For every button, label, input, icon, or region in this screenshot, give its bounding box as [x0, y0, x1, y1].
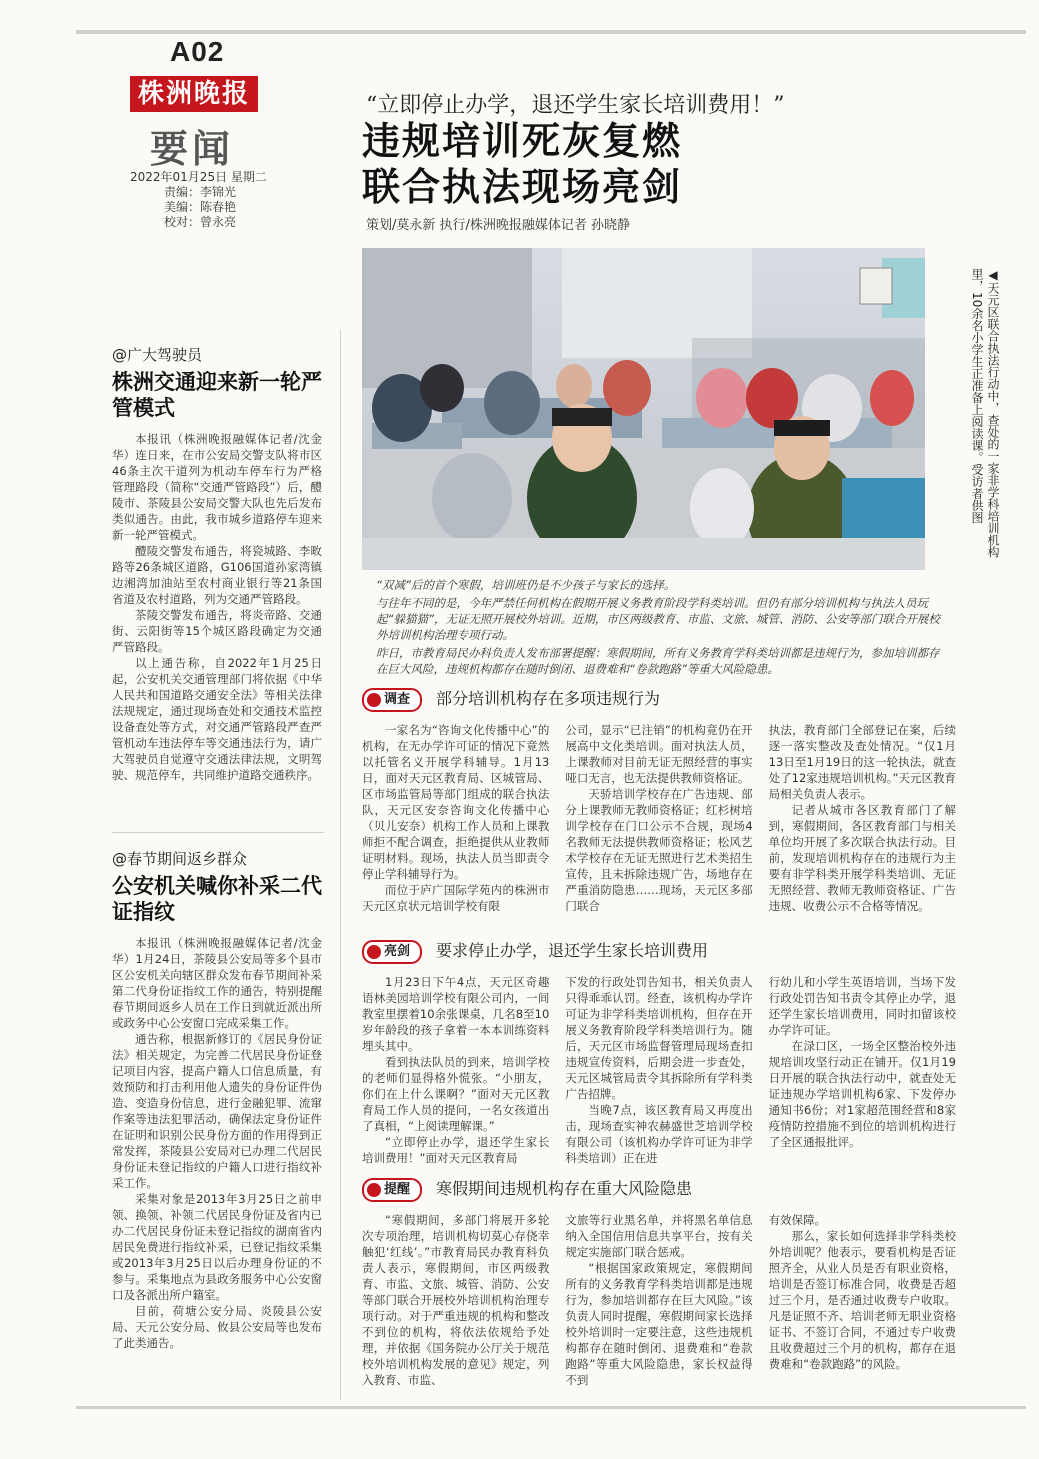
paragraph: 天骄培训学校存在广告违规、部分上课教师无教师资格证；红杉树培训学校存在门口公示不合规，现场4名教师无法提供教师资格证；松风艺术学校存在无证无照进行艺术类招生宣传，且未拆除违规广告，场地存在严重消防隐患……现场，天元区多部门联合	[565, 787, 753, 913]
column	[565, 722, 752, 914]
section-header	[362, 940, 956, 964]
section-heading: 寒假期间违规机构存在重大风险隐患	[436, 1179, 693, 1198]
issue-meta	[130, 170, 267, 230]
section-heading: 部分培训机构存在多项违规行为	[436, 689, 661, 708]
column	[565, 974, 752, 1166]
column	[565, 1212, 752, 1388]
section-badge	[362, 688, 422, 712]
sidebar-story-divider	[112, 832, 324, 833]
paragraph: 下发的行政处罚告知书，相关负责人只得乖乖认罚。经查，该机构办学许可证为非学科类培训机构，但存在开展义务教育阶段学科类培训行为。随后，天元区市场监督管理局现场查扣违规宣传资料，后期会进一步查处，天元区城管局责令其拆除所有学科类广告招牌。	[565, 975, 753, 1101]
intro-paragraph: 昨日，市教育局民办科负责人发布部署提醒：寒假期间，所有义务教育学科类培训都是违规行为，参加培训都存在巨大风险，违规机构都存在随时倒闭、退费难和“卷款跑路”等重大风险隐患。	[376, 646, 940, 676]
page-number: A02	[170, 36, 225, 67]
sidebar-story-1	[112, 344, 322, 783]
paragraph: “根据国家政策规定，寒假期间所有的义务教育学科类培训都是违规行为，参加培训都存在巨大风险。”该负责人同时提醒，寒假期间家长选择校外培训时一定要注意，这些违规机构都存在随时倒闭、退费难和“卷款跑路”等重大风险隐患，家长权益得不到	[565, 1261, 753, 1387]
column	[769, 1212, 956, 1388]
sidebar-divider	[340, 330, 341, 1400]
main-headline	[362, 118, 682, 210]
section-columns	[362, 974, 956, 1166]
section-action	[362, 940, 956, 1166]
paragraph: 那么，家长如何选择非学科类校外培训呢？他表示，要看机构是否证照齐全，从业人员是否有职业资格，培训是否签订标准合同，收费是否超过三个月，是否通过收费专户收取。凡是证照不齐、培训老师无职业资格证书、不签订合同，不通过专户收费且收费超过三个月的机构，都存在退费难和“卷款跑路”的风险。	[768, 1229, 956, 1371]
sidebar-headline: 株洲交通迎来新一轮严管模式	[112, 369, 322, 420]
section-heading: 要求停止办学，退还学生家长培训费用	[436, 941, 709, 960]
section-title: 要闻	[150, 126, 235, 171]
section-columns	[362, 722, 956, 914]
sidebar-paragraph: 以上通告称，自2022年1月25日起，公安机关交通管理部门将依据《中华人民共和国道路交通安全法》等相关法律法规规定，通过现场查处和交通技术监控设备查处等方式，对交通严管路段严查严管机动车违法停车等交通违法行为，请广大驾驶员自觉遵守交通法律法规，文明驾驶、规范停车，共同维护道路交通秩序。	[112, 656, 322, 782]
paragraph: “立即停止办学，退还学生家长培训费用！”面对天元区教育局	[362, 1135, 550, 1165]
section-reminder	[362, 1178, 956, 1388]
paragraph: 行幼儿和小学生英语培训，当场下发行政处罚告知书责令其停止办学，退还学生家长培训费用，同时扣留该校办学许可证。	[768, 975, 956, 1037]
paragraph: 一家名为“咨询文化传播中心”的机构，在无办学许可证的情况下竟然以托管名义开展学科辅导。1月13日，面对天元区教育局、区城管局、区市场监管局等部门组成的联合执法队，天元区安奈咨询文化传播中心（贝儿安奈）机构工作人员和上课教师拒不配合调查，拒绝提供从业教师证明材料。现场，执法人员当即责令停止学科辅导行为。	[362, 723, 550, 881]
sidebar-headline: 公安机关喊你补采二代证指纹	[112, 873, 322, 924]
badge-dot-icon	[367, 693, 381, 707]
badge-label: 提醒	[384, 1182, 411, 1197]
paragraph: 文旅等行业黑名单，并将黑名单信息纳入全国信用信息共享平台，按有关规定实施部门联合惩戒。	[565, 1213, 753, 1259]
headline-kicker: “立即停止办学，退还学生家长培训费用！”	[366, 93, 785, 118]
sidebar-story-2	[112, 848, 322, 1351]
sidebar-paragraph: 醴陵交警发布通告，将瓷城路、李畋路等26条城区道路，G106国道孙家湾镇边湘湾加油站至农村商业银行等21条国省道及农村道路，列为交通严管路段。	[112, 544, 322, 606]
paragraph: 看到执法队员的到来，培训学校的老师们显得格外慌张。“小朋友，你们在上什么课啊？”面对天元区教育局工作人员的提问，一名女孩道出了真相，“上阅读理解课。”	[362, 1055, 550, 1133]
column	[769, 722, 956, 914]
paragraph: 1月23日下午4点，天元区奇趣语林美园培训学校有限公司内，一间教室里摆着10余张课桌，几名8至10岁年龄段的孩子拿着一本本训练资料埋头其中。	[362, 975, 550, 1053]
sidebar-paragraph: 茶陵交警发布通告，将炎帝路、交通街、云阳街等15个城区路段确定为交通严管路段。	[112, 608, 322, 654]
badge-dot-icon	[367, 1183, 381, 1197]
sidebar-paragraph: 通告称，根据新修订的《居民身份证法》相关规定，为完善二代居民身份证登记项目内容，提高户籍人口信息质量，有效预防和打击利用他人遗失的身份证件伪造、变造身份信息，进行金融犯罪、流窜作案等违法犯罪活动，确保法定身份证件在证明和识别公民身份方面的作用得到正常发挥，茶陵县公安局对已办理二代居民身份证未登记指纹的户籍人口进行指纹补采工作。	[112, 1032, 322, 1190]
paragraph: 有效保障。	[768, 1213, 827, 1227]
intro-paragraph: 与往年不同的是，今年严禁任何机构在假期开展义务教育阶段学科类培训。但仍有部分培训机构与执法人员玩起“躲猫猫”，无证无照开展校外培训。近期，市区两级教育、市监、文旅、城管、消防、公安等部门联合开展校外培训机构治理专项行动。	[376, 596, 940, 642]
badge-label: 调查	[384, 692, 411, 707]
section-header	[362, 1178, 956, 1202]
sidebar-body	[112, 935, 322, 1351]
editor: 责编：李锦光	[164, 185, 237, 199]
sidebar-paragraph: 采集对象是2013年3月25日之前申领、换领、补领二代居民身份证及省内已办二代居民身份证未登记指纹的湖南省内居民免费进行指纹补采，已登记指纹采集或2013年3月25日以后办理身份证的不参与。采集地点为县政务服务中心公安窗口及各派出所户籍室。	[112, 1192, 322, 1302]
paragraph: 记者从城市各区教育部门了解到，寒假期间，各区教育部门与相关单位均开展了多次联合执法行动。目前，发现培训机构存在的违规行为主要有非学科类开展学科类培训、无证无照经营、教师无教师资格证、广告违规、收费公示不合格等情况。	[768, 803, 956, 913]
sidebar-body	[112, 431, 322, 783]
intro-paragraph: “双减”后的首个寒假，培训班仍是不少孩子与家长的选择。	[376, 578, 676, 592]
classroom-illustration	[362, 248, 925, 570]
bottom-rule	[76, 1406, 1026, 1409]
paragraph: 而位于庐广国际学苑内的株洲市天元区京状元培训学校有限	[362, 883, 550, 913]
sidebar-paragraph: 本报讯（株洲晚报融媒体记者/沈金华）连日来，在市公安局交警支队将市区46条主次干道列为机动车停车行为严格管理路段（简称“交通严管路段”）后，醴陵市、茶陵县公安局交警大队也先后发布类似通告。由此，我市城乡道路停车迎来新一轮严管模式。	[112, 432, 322, 542]
paragraph: 在渌口区，一场全区整治校外违规培训攻坚行动正在铺开。仅1月19日开展的联合执法行动中，就查处无证违规办学培训机构6家、下发停办通知书6份；对1家超范围经营和8家疫情防控措施不到位的培训机构进行了全区通报批评。	[768, 1039, 956, 1149]
badge-dot-icon	[367, 945, 381, 959]
section-columns	[362, 1212, 956, 1388]
column	[362, 974, 549, 1166]
section-header	[362, 688, 956, 712]
classroom-photo	[362, 248, 925, 570]
newspaper-logo: 株洲晚报	[130, 76, 258, 112]
sidebar-paragraph: 目前，荷塘公安分局、炎陵县公安局、天元公安分局、攸县公安局等也发布了此类通告。	[112, 1304, 322, 1350]
sidebar-tag: @春节期间返乡群众	[112, 850, 248, 868]
column	[362, 722, 549, 914]
photo-caption: ◀天元区联合执法行动中，查处的一家非学科培训机构里，10余名小学生正准备上阅读课。受访者供图	[970, 268, 1000, 558]
badge-label: 亮剑	[384, 944, 411, 959]
paragraph: 公司，显示“已注销”的机构竟仍在开展高中文化类培训。面对执法人员，上课教师对目前无证无照经营的事实哑口无言，也无法提供教师资格证。	[565, 723, 753, 785]
designer: 美编：陈春艳	[164, 200, 237, 214]
section-badge	[362, 1178, 422, 1202]
column	[362, 1212, 549, 1388]
issue-date: 2022年01月25日 星期二	[130, 170, 267, 184]
article-intro	[376, 577, 944, 679]
paragraph: 当晚7点，该区教育局又再度出击，现场查实神农赫盛世芝培训学校有限公司（该机构办学许可证为非学科类培训）正在进	[565, 1103, 753, 1165]
top-rule	[76, 30, 1026, 34]
proofreader: 校对：曾永亮	[164, 215, 237, 229]
byline: 策划/莫永新 执行/株洲晚报融媒体记者 孙晓静	[366, 218, 631, 233]
headline-line-2: 联合执法现场亮剑	[362, 164, 683, 209]
column	[769, 974, 956, 1166]
section-investigation	[362, 688, 956, 914]
section-badge	[362, 940, 422, 964]
sidebar-paragraph: 本报讯（株洲晚报融媒体记者/沈金华）1月24日，茶陵县公安局等多个县市区公安机关向辖区群众发布春节期间补采第二代身份证指纹工作的通告，特别提醒春节期间返乡人员在工作日到就近派出所或政务中心公安窗口完成采集工作。	[112, 936, 322, 1030]
headline-line-1: 违规培训死灰复燃	[362, 118, 683, 163]
sidebar-tag: @广大驾驶员	[112, 346, 203, 364]
paragraph: “寒假期间，多部门将展开多轮次专项治理，培训机构切莫心存侥幸触犯‘红线’。”市教育局民办教育科负责人表示，寒假期间，市区两级教育、市监、文旅、城管、消防、公安等部门联合开展校外培训机构治理专项行动。对于严重违规的机构和整改不到位的机构，将依法依规给予处理，并依据《国务院办公厅关于规范校外培训机构发展的意见》规定，列入教育、市监、	[362, 1213, 550, 1387]
paragraph: 执法，教育部门全部登记在案，后续逐一落实整改及查处情况。“仅1月13日至1月19日的这一轮执法，就查处了12家违规培训机构。”天元区教育局相关负责人表示。	[768, 723, 956, 801]
